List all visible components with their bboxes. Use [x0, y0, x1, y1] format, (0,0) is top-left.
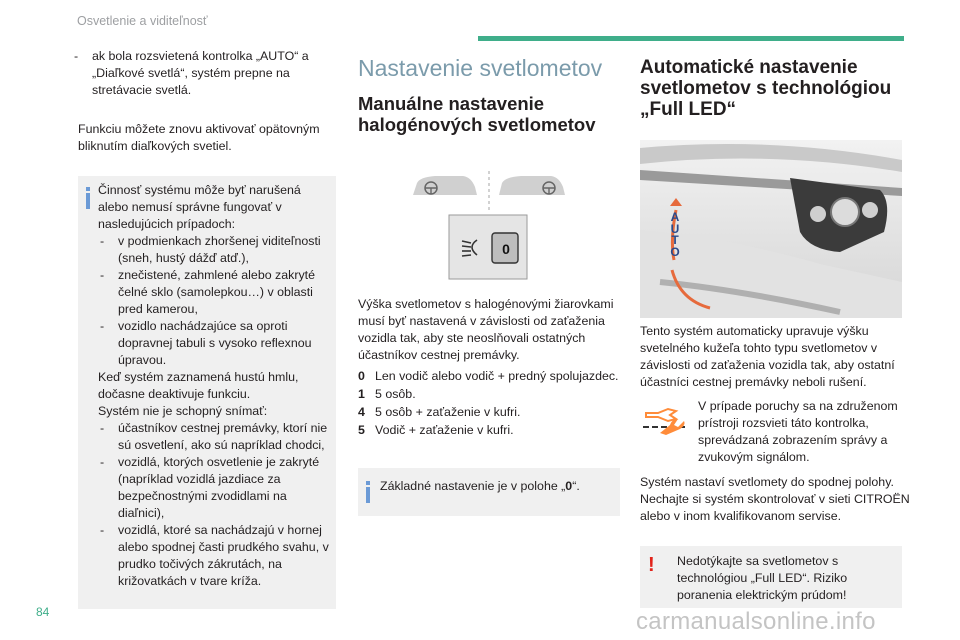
- car-profile-icon: [413, 176, 477, 195]
- note-fog-text: Keď systém zaznamená hustú hmlu, dočasne deaktivuje funkciu.: [98, 370, 299, 401]
- info-icon: [366, 481, 370, 503]
- list-item: - ak bola rozsvietená kontrolka „AUTO“ a „Diaľkové svetlá“, systém prepne na stretávacie svetlá.: [72, 48, 330, 99]
- default-position-text: Základné nastavenie je v polohe „0“.: [380, 479, 580, 493]
- list-item: - vozidlo nachádzajúce sa oproti dopravnej tabuli s vysoko reflexnou úpravou.: [98, 318, 332, 369]
- auto-section-heading: Automatické nastavenie svetlometov s technológiou „Full LED“: [640, 57, 892, 120]
- dial-value: 0: [502, 241, 510, 257]
- default-position-note: [358, 468, 620, 516]
- note-detect-text: Systém nie je schopný snímať:: [98, 404, 268, 418]
- car-profile-loaded-icon: [499, 176, 565, 195]
- watermark-text: carmanualsonline.info: [636, 608, 876, 635]
- position-item: 0 Len vodič alebo vodič + predný spolujazdec.: [358, 369, 619, 383]
- list-item: - v podmienkach zhoršenej viditeľnosti (sneh, hustý dážď atď.),: [98, 233, 332, 267]
- reactivate-paragraph: Funkciu môžete znovu aktivovať opätovným bliknutím diaľkových svetiel.: [78, 122, 320, 153]
- position-item: 1 5 osôb.: [358, 387, 416, 401]
- subsection-heading: Manuálne nastavenie halogénových svetlometov: [358, 93, 596, 135]
- headlamp-adjuster-illustration: [405, 165, 575, 285]
- position-item: 5 Vodič + zaťaženie v kufri.: [358, 423, 514, 437]
- note-lead: Činnosť systému môže byť narušená alebo nemusí správne fungovať v nasledujúcich prípadoch:: [98, 183, 301, 231]
- list-item: - účastníkov cestnej premávky, ktorí nie sú osvetlení, ako sú napríklad chodci,: [98, 420, 332, 454]
- info-icon: [86, 187, 90, 209]
- position-item: 4 5 osôb + zaťaženie v kufri.: [358, 405, 521, 419]
- fault-paragraph: V prípade poruchy sa na združenom prístroji rozsvieti táto kontrolka, sprevádzaná zobrazením správy a zvukovým signálom.: [698, 399, 898, 464]
- note-list-conditions: [98, 233, 332, 369]
- warning-text: Nedotýkajte sa svetlometov s technológiou „Full LED“. Riziko poranenia elektrickým prúdom!: [677, 554, 848, 602]
- list-item: - znečistené, zahmlené alebo zakryté čelné sklo (samolepkou…) v oblasti pred kamerou,: [98, 267, 332, 318]
- system-check-paragraph: Systém nastaví svetlomety do spodnej polohy. Nechajte si systém skontrolovať v sieti CITROËN alebo v inom kvalifikovanom servise.: [640, 475, 910, 523]
- warning-note-box: [640, 546, 902, 608]
- header-rule: [478, 36, 904, 41]
- warning-exclamation-icon: !: [648, 554, 655, 576]
- auto-label: A U T O: [670, 210, 680, 259]
- info-note-box: [78, 176, 336, 609]
- auto-paragraph: Tento systém automaticky upravuje výšku svetelného kužeľa tohto typu svetlometov v závislosti od zaťaženia vozidla tak, aby ostatní účastníci cestnej premávky neboli rušení.: [640, 324, 895, 389]
- list-item: - vozidlá, ktorých osvetlenie je zakryté (napríklad vozidlá jazdiace za bezpečnostnými zvodidlami na diaľnici),: [98, 454, 332, 522]
- info-note-content: [98, 182, 332, 590]
- list-item: - vozidlá, ktoré sa nachádzajú v hornej alebo spodnej časti prudkého svahu, v prudko točivých zákrutách, na križovatkách v tvare kríža.: [98, 522, 332, 590]
- note-list-undetected: [98, 420, 332, 590]
- halogen-paragraph: Výška svetlometov s halogénovými žiarovkami musí byť nastavená v závislosti od zaťaženia vozidla tak, aby ste neoslňovali ostatných účastníkov cestnej premávky.: [358, 297, 614, 362]
- intro-list: [72, 48, 330, 99]
- page-number: 84: [36, 605, 50, 619]
- wrench-warning-icon: [640, 397, 690, 439]
- section-title: Osvetlenie a viditeľnosť: [77, 14, 208, 28]
- section-heading: Nastavenie svetlometov: [358, 55, 603, 81]
- position-list: [358, 367, 620, 439]
